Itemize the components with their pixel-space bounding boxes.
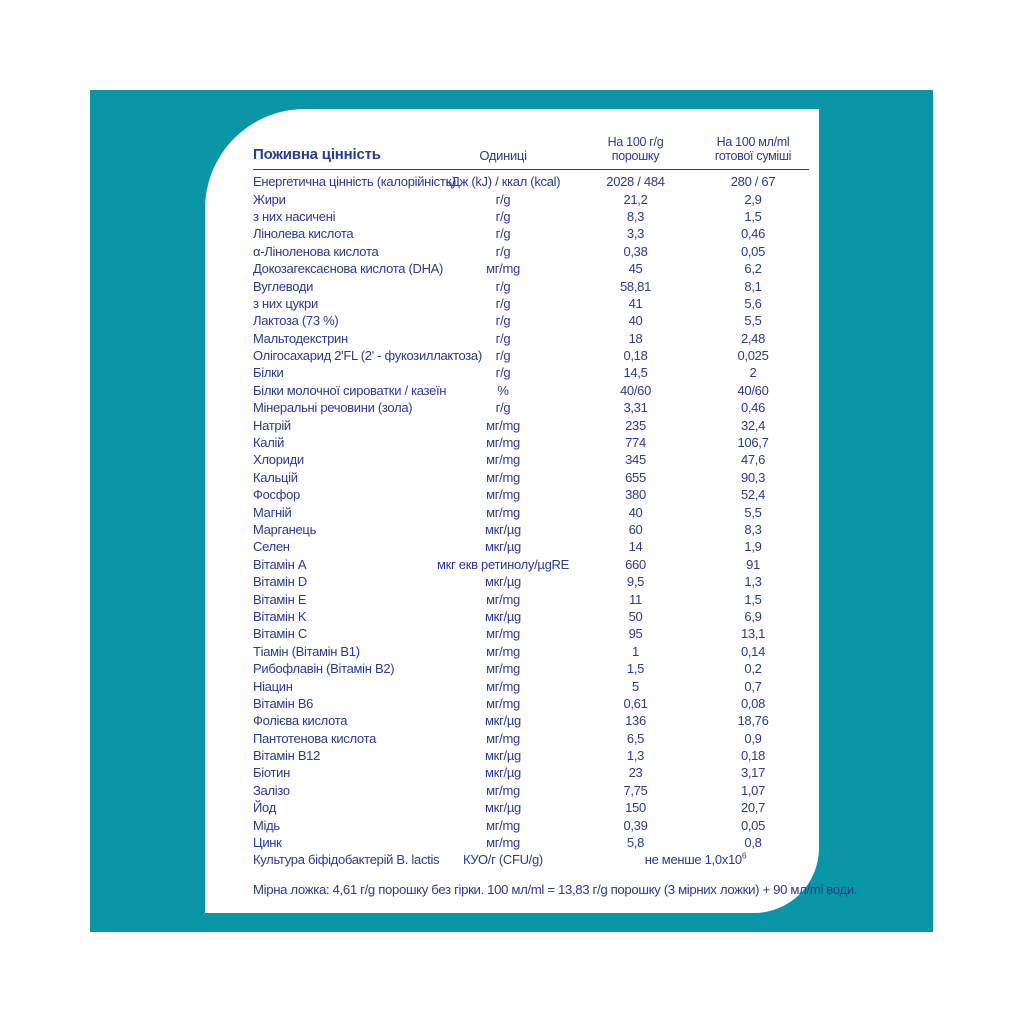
nutrient-unit: мг/mg bbox=[486, 626, 520, 642]
nutrient-unit: г/g bbox=[495, 226, 511, 242]
nutrient-name: Калій bbox=[253, 435, 285, 451]
nutrient-unit: мкг/µg bbox=[485, 748, 521, 764]
nutrient-unit: мг/mg bbox=[486, 435, 520, 451]
value-per-100g: 5 bbox=[632, 678, 639, 694]
value-per-100ml: 1,07 bbox=[740, 782, 766, 798]
nutrient-name: Олігосахарид 2'FL (2' - фукозиллактоза) bbox=[253, 348, 482, 364]
value-per-100ml: 5,6 bbox=[744, 295, 762, 311]
table-row bbox=[253, 625, 809, 642]
table-row bbox=[253, 225, 809, 242]
nutrient-unit: мг/mg bbox=[486, 835, 520, 851]
nutrient-unit: мг/mg bbox=[486, 695, 520, 711]
table-row bbox=[253, 834, 809, 851]
nutrient-name: Лінолева кислота bbox=[253, 226, 354, 242]
table-row bbox=[253, 382, 809, 399]
value-per-100ml: 0,8 bbox=[744, 835, 762, 851]
value-per-100g: 50 bbox=[628, 608, 643, 624]
nutrient-name: Цинк bbox=[253, 835, 282, 851]
value-per-100ml: 280 / 67 bbox=[730, 174, 776, 190]
nutrient-unit: мг/mg bbox=[486, 661, 520, 677]
value-per-100g: 774 bbox=[625, 435, 646, 451]
value-per-100g: 14 bbox=[628, 539, 643, 555]
value-per-100ml: 2,48 bbox=[740, 330, 766, 346]
value-per-100g: 3,3 bbox=[626, 226, 645, 242]
nutrient-name: Докозагексаєнова кислота (DHA) bbox=[253, 261, 444, 277]
table-row bbox=[253, 260, 809, 277]
table-row bbox=[253, 573, 809, 590]
table-header bbox=[253, 125, 809, 163]
value-per-100ml: 52,4 bbox=[740, 487, 766, 503]
nutrient-unit: мкг екв ретинолу/µgRE bbox=[437, 556, 569, 572]
table-row bbox=[253, 416, 809, 433]
table-row bbox=[253, 364, 809, 381]
value-per-100g: 6,5 bbox=[626, 730, 645, 746]
nutrition-label-card bbox=[205, 109, 858, 913]
nutrient-name: Культура біфідобактерій B. lactis bbox=[253, 852, 440, 868]
value-per-100g: 23 bbox=[628, 765, 643, 781]
value-per-100g: 235 bbox=[625, 417, 646, 433]
table-row bbox=[253, 486, 809, 503]
table-row bbox=[253, 521, 809, 538]
nutrient-name: Тіамін (Вітамін B1) bbox=[253, 643, 360, 659]
table-row bbox=[253, 712, 809, 729]
nutrient-name: Марганець bbox=[253, 522, 317, 537]
value-per-100g: 1,3 bbox=[626, 748, 645, 764]
nutrient-unit: мг/mg bbox=[486, 730, 520, 746]
value-per-100g: 11 bbox=[629, 591, 642, 607]
value-per-100ml: 20,7 bbox=[740, 800, 766, 816]
nutrient-unit: мкг/µg bbox=[485, 800, 521, 816]
nutrient-unit: г/g bbox=[495, 278, 511, 294]
value-per-100ml: 0,14 bbox=[740, 643, 766, 659]
nutrient-unit: мг/mg bbox=[486, 678, 520, 694]
value-per-100g: 7,75 bbox=[623, 782, 648, 798]
nutrient-unit: мкг/µg bbox=[485, 608, 521, 624]
table-row bbox=[253, 590, 809, 607]
table-row bbox=[253, 503, 809, 520]
nutrient-name: Енергетична цінність (калорійність) bbox=[253, 174, 456, 190]
value-per-100ml: 91 bbox=[746, 556, 760, 572]
nutrient-name: Фолієва кислота bbox=[253, 713, 348, 729]
nutrient-unit: КУО/г (CFU/g) bbox=[463, 852, 543, 868]
nutrient-unit: мкг/µg bbox=[485, 765, 521, 781]
value-per-100g: 660 bbox=[625, 556, 646, 572]
nutrient-name: Пантотенова кислота bbox=[253, 730, 377, 746]
value-per-100g: 40 bbox=[628, 313, 643, 329]
table-row bbox=[253, 764, 809, 781]
table-row bbox=[253, 451, 809, 468]
value-per-100ml: 18,76 bbox=[737, 713, 769, 729]
nutrient-name: Кальцій bbox=[253, 469, 298, 485]
value-per-100g: 40 bbox=[628, 504, 643, 520]
value-per-100g: 655 bbox=[625, 469, 646, 485]
nutrient-unit: мг/mg bbox=[486, 504, 520, 520]
value-per-100g: 1,5 bbox=[626, 661, 645, 677]
value-per-100g: 45 bbox=[628, 261, 643, 277]
teal-background-panel bbox=[90, 90, 933, 932]
value-per-100ml: 0,08 bbox=[740, 695, 766, 711]
table-row bbox=[253, 330, 809, 347]
nutrient-unit: мкг/µg bbox=[485, 539, 521, 555]
nutrient-unit: г/g bbox=[495, 313, 511, 329]
value-per-100ml: 1,3 bbox=[744, 574, 762, 590]
table-row bbox=[253, 190, 809, 207]
nutrient-name: Вітамін A bbox=[253, 556, 307, 572]
nutrient-unit: мг/mg bbox=[486, 643, 520, 659]
table-row bbox=[253, 816, 809, 833]
value-per-100g: 60 bbox=[628, 522, 643, 537]
table-row bbox=[253, 782, 809, 799]
value-per-100ml: 40/60 bbox=[737, 382, 769, 398]
nutrient-name: Білки bbox=[253, 365, 284, 381]
table-row bbox=[253, 799, 809, 816]
value-per-100ml: 1,5 bbox=[744, 208, 762, 224]
table-row bbox=[253, 851, 809, 868]
nutrient-name: Вітамін B12 bbox=[253, 748, 321, 764]
nutrient-unit: г/g bbox=[495, 243, 511, 259]
nutrient-unit: г/g bbox=[495, 330, 511, 346]
nutrient-name: Магній bbox=[253, 504, 292, 520]
value-per-100ml: 0,9 bbox=[744, 730, 762, 746]
table-row bbox=[253, 243, 809, 260]
table-row bbox=[253, 469, 809, 486]
value-per-100ml: 5,5 bbox=[744, 313, 762, 329]
value-per-100g: 380 bbox=[625, 487, 646, 503]
nutrition-table-rows bbox=[253, 173, 809, 869]
header-per-100ml-prepared: На 100 мл/ml готової суміші bbox=[714, 135, 792, 163]
table-row bbox=[253, 295, 809, 312]
value-per-100g: 136 bbox=[625, 713, 646, 729]
nutrient-name: Вуглеводи bbox=[253, 278, 314, 294]
table-row bbox=[253, 277, 809, 294]
nutrient-name: Мідь bbox=[253, 817, 280, 833]
value-per-100g: 9,5 bbox=[626, 574, 645, 590]
value-per-100g: 5,8 bbox=[626, 835, 645, 851]
value-per-100ml: 5,5 bbox=[744, 504, 762, 520]
nutrient-name: Жири bbox=[253, 191, 286, 207]
value-per-100ml: 6,9 bbox=[744, 608, 762, 624]
value-per-100ml: 8,1 bbox=[744, 278, 762, 294]
header-nutritional-value: Поживна цінність bbox=[253, 146, 381, 163]
nutrient-unit: мкг/µg bbox=[485, 574, 521, 590]
value-per-100g: 14,5 bbox=[623, 365, 648, 381]
nutrient-name: Лактоза (73 %) bbox=[253, 313, 339, 329]
nutrient-unit: г/g bbox=[495, 208, 511, 224]
nutrient-unit: кДж (kJ) / ккал (kcal) bbox=[445, 174, 561, 190]
nutrient-unit: г/g bbox=[495, 348, 511, 364]
value-per-100ml: 0,025 bbox=[737, 348, 769, 364]
nutrient-name: Фосфор bbox=[253, 487, 300, 503]
value-per-100g: 0,61 bbox=[623, 695, 648, 711]
superscript: 6 bbox=[741, 851, 747, 862]
value-per-100ml: 3,17 bbox=[740, 765, 766, 781]
value-per-100ml: 1,9 bbox=[744, 539, 762, 555]
table-row bbox=[253, 695, 809, 712]
table-row bbox=[253, 643, 809, 660]
nutrient-unit: мг/mg bbox=[486, 782, 520, 798]
header-divider bbox=[253, 169, 809, 170]
value-per-100ml: 0,46 bbox=[740, 400, 766, 416]
nutrient-unit: мг/mg bbox=[486, 591, 520, 607]
nutrient-unit: г/g bbox=[495, 191, 511, 207]
nutrient-name: Білки молочної сироватки / казеїн bbox=[253, 382, 447, 398]
nutrient-unit: г/g bbox=[495, 295, 511, 311]
value-per-100ml: 2,9 bbox=[744, 191, 762, 207]
value-per-100g: 41 bbox=[628, 295, 643, 311]
value-per-100ml: 13,1 bbox=[740, 626, 766, 642]
nutrient-name: з них цукри bbox=[253, 295, 318, 311]
value-per-100ml: 90,3 bbox=[740, 469, 766, 485]
nutrient-unit: мг/mg bbox=[486, 487, 520, 503]
table-row bbox=[253, 556, 809, 573]
value-per-100g: 150 bbox=[625, 800, 646, 816]
value-per-100g: 95 bbox=[628, 626, 643, 642]
value-per-100g: 21,2 bbox=[623, 191, 648, 207]
value-per-100ml: 0,18 bbox=[740, 748, 766, 764]
table-row bbox=[253, 677, 809, 694]
nutrient-name: Біотин bbox=[253, 765, 290, 781]
table-row bbox=[253, 608, 809, 625]
nutrient-name: Вітамін K bbox=[253, 608, 307, 624]
nutrient-unit: мг/mg bbox=[486, 817, 520, 833]
nutrient-unit: мкг/µg bbox=[485, 522, 521, 537]
nutrient-name: Вітамін E bbox=[253, 591, 307, 607]
value-per-100g: 3,31 bbox=[623, 400, 648, 416]
table-row bbox=[253, 730, 809, 747]
value-per-100g: 2028 / 484 bbox=[606, 174, 665, 190]
value-per-100g: 18 bbox=[628, 330, 643, 346]
nutrient-name: Вітамін D bbox=[253, 574, 307, 590]
scoop-footnote: Мірна ложка: 4,61 г/g порошку без гірки. 100 мл/ml = 13,83 г/g порошку (3 мірних ложки) + 90 мл/ml води. bbox=[253, 881, 858, 897]
value-per-100g: 1 bbox=[632, 643, 639, 659]
nutrient-name: Залізо bbox=[253, 782, 290, 798]
value-per-100g: 8,3 bbox=[626, 208, 645, 224]
nutrient-unit: мг/mg bbox=[486, 452, 520, 468]
nutrient-name: Йод bbox=[253, 800, 276, 816]
value-per-100ml: 2 bbox=[749, 365, 757, 381]
value-per-100ml: 106,7 bbox=[737, 435, 769, 451]
nutrient-name: α-Ліноленова кислота bbox=[253, 243, 379, 259]
table-row bbox=[253, 347, 809, 364]
nutrient-name: Селен bbox=[253, 539, 290, 555]
value-per-100g: 58,81 bbox=[619, 278, 652, 294]
header-per-100g-powder: На 100 г/g порошку bbox=[607, 135, 664, 163]
value-per-100g: 345 bbox=[625, 452, 646, 468]
value-per-100ml: 0,2 bbox=[744, 661, 762, 677]
value-per-100g: 0,38 bbox=[623, 243, 648, 259]
nutrient-unit: мг/mg bbox=[486, 261, 520, 277]
nutrient-name: Натрій bbox=[253, 417, 291, 433]
nutrient-name: Мінеральні речовини (зола) bbox=[253, 400, 413, 416]
table-row bbox=[253, 660, 809, 677]
value-per-100ml: 0,46 bbox=[740, 226, 766, 242]
value-per-100ml: 47,6 bbox=[740, 452, 766, 468]
table-row bbox=[253, 173, 809, 190]
nutrient-unit: г/g bbox=[495, 400, 511, 416]
value-per-100ml: 8,3 bbox=[744, 522, 762, 537]
nutrient-name: Рибофлавін (Вітамін B2) bbox=[253, 661, 395, 677]
table-row bbox=[253, 208, 809, 225]
nutrient-name: з них насичені bbox=[253, 208, 336, 224]
table-row bbox=[253, 312, 809, 329]
nutrient-name: Вітамін B6 bbox=[253, 695, 314, 711]
table-row bbox=[253, 399, 809, 416]
nutrient-unit: мкг/µg bbox=[485, 713, 521, 729]
nutrient-unit: % bbox=[497, 382, 509, 398]
nutrient-name: Мальтодекстрин bbox=[253, 330, 348, 346]
table-row bbox=[253, 434, 809, 451]
header-units: Одиниці bbox=[479, 148, 527, 163]
value-per-100ml: 0,7 bbox=[744, 678, 762, 694]
value-per-100ml: 6,2 bbox=[744, 261, 762, 277]
nutrient-unit: мг/mg bbox=[486, 469, 520, 485]
value-per-100g: 0,18 bbox=[623, 348, 648, 364]
nutrient-unit: г/g bbox=[495, 365, 511, 381]
value-per-100ml: 0,05 bbox=[740, 243, 766, 259]
nutrient-name: Хлориди bbox=[253, 452, 304, 468]
nutrient-merged-value: не менше $1,0x10^6$ bbox=[644, 851, 747, 868]
nutrient-name: Ніацин bbox=[253, 678, 293, 694]
value-per-100ml: 1,5 bbox=[744, 591, 762, 607]
table-row bbox=[253, 538, 809, 555]
nutrient-name: Вітамін C bbox=[253, 626, 307, 642]
value-per-100ml: 32,4 bbox=[740, 417, 766, 433]
value-per-100g: 40/60 bbox=[619, 382, 652, 398]
nutrient-unit: мг/mg bbox=[486, 417, 520, 433]
table-row bbox=[253, 747, 809, 764]
value-per-100ml: 0,05 bbox=[740, 817, 766, 833]
value-per-100g: 0,39 bbox=[623, 817, 648, 833]
